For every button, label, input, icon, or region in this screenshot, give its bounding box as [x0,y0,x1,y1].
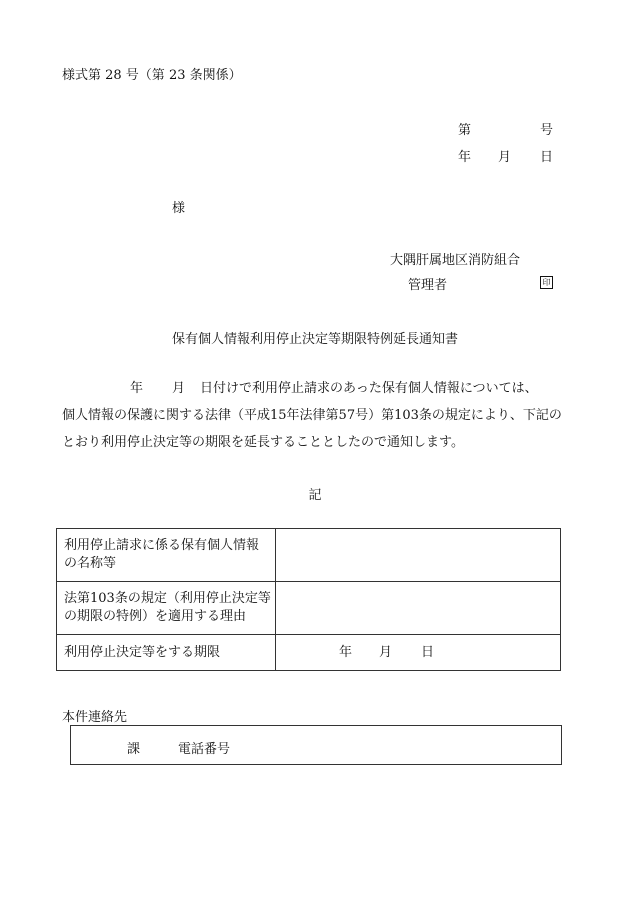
ki-heading: 記 [308,488,322,503]
row-label-deadline: 利用停止決定等をする期限 [57,635,276,671]
row-value-deadline[interactable] [276,635,561,671]
form-number: 様式第 28 号（第 23 条関係） [62,68,242,83]
addressee-honorific: 様 [172,201,186,216]
contact-box [70,725,562,765]
detail-table [56,528,561,671]
sender-organization: 大隅肝属地区消防組合 [390,253,521,268]
table-row [57,635,561,671]
body-line-1-text: 日付けで利用停止請求のあった保有個人情報については、 [200,381,538,396]
document-title: 保有個人情報利用停止決定等期限特例延長通知書 [171,332,458,347]
document-number-label: 第 [458,123,472,138]
deadline-day-label: 日 [421,644,435,660]
body-line-2: 個人情報の保護に関する法律（平成15年法律第57号）第103条の規定により、下記の [62,408,562,423]
deadline-year-label: 年 [339,644,353,660]
table-row [57,582,561,635]
table-row [57,529,561,582]
date-year-label: 年 [458,150,472,165]
row-value-info-name[interactable] [276,529,561,582]
date-month-label: 月 [498,150,512,165]
row-label-info-name: 利用停止請求に係る保有個人情報 の名称等 [57,529,276,582]
seal-mark: 印 [540,276,553,289]
row-value-reason[interactable] [276,582,561,635]
contact-section-label: 課 [127,742,141,757]
sender-title: 管理者 [408,278,448,293]
body-year-label: 年 [130,381,144,396]
document-number-suffix: 号 [540,123,554,138]
contact-phone-label: 電話番号 [178,742,231,757]
body-line-3: とおり利用停止決定等の期限を延長することとしたので通知します。 [62,435,464,450]
body-month-label: 月 [172,381,186,396]
contact-heading: 本件連絡先 [62,710,128,725]
date-day-label: 日 [540,150,554,165]
row-label-reason: 法第103条の規定（利用停止決定等 の期限の特例）を適用する理由 [57,582,276,635]
deadline-month-label: 月 [379,644,393,660]
